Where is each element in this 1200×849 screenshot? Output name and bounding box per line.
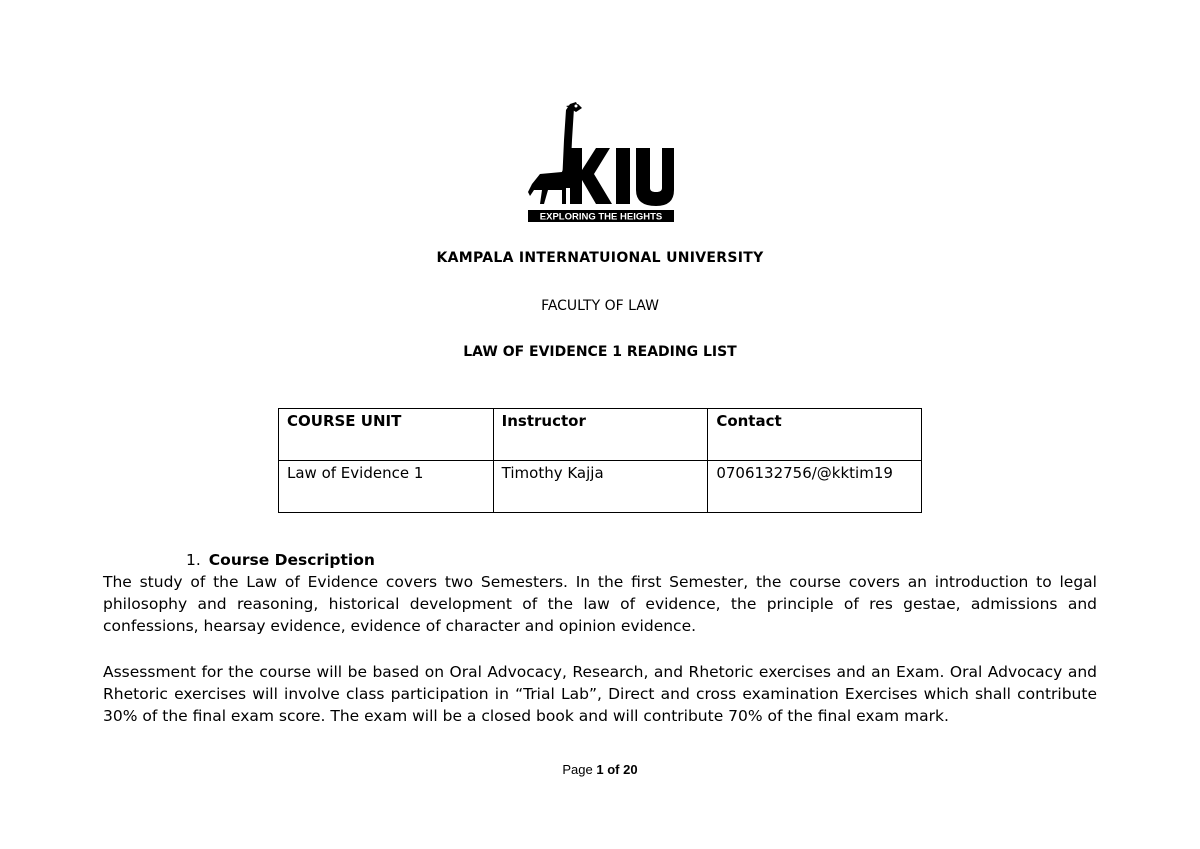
assessment-paragraph: Assessment for the course will be based on Oral Advocacy, Research, and Rhetoric exercises and an Exam. Oral Advocacy and Rhetoric exercises will involve class participation in “Trial Lab”, Direct and cross examination Exercises which shall contribute 30% of the final exam score. The exam will be a closed book and will contribute 70% of the final exam mark.: [103, 663, 1097, 725]
page-footer: [0, 762, 1200, 777]
table-row: [279, 461, 922, 513]
kiu-logo: [526, 100, 676, 224]
course-description-paragraph: The study of the Law of Evidence covers two Semesters. In the first Semester, the course covers an introduction to legal philosophy and reasoning, historical development of the law of evidence, the principle of res gestae, admissions and confessions, hearsay evidence, evidence of character and opinion evidence.: [103, 573, 1097, 635]
logo-tagline: EXPLORING THE HEIGHTS: [539, 211, 663, 223]
header-course-unit: COURSE UNIT: [279, 409, 494, 461]
header-contact: Contact: [708, 409, 922, 461]
giraffe-logo-icon: [526, 100, 676, 224]
table-header-row: [279, 409, 922, 461]
section-title: Course Description: [208, 551, 375, 569]
section-heading: [186, 551, 375, 569]
footer-total-pages: 20: [623, 762, 638, 777]
faculty-name: FACULTY OF LAW: [541, 298, 659, 314]
section-number: 1.: [186, 551, 201, 569]
cell-contact: 0706132756/@kktim19: [708, 461, 922, 513]
university-name: KAMPALA INTERNATUIONAL UNIVERSITY: [436, 250, 764, 266]
course-info-table: [278, 408, 922, 513]
cell-instructor: Timothy Kajja: [493, 461, 708, 513]
cell-course-unit: Law of Evidence 1: [279, 461, 494, 513]
footer-of-word: of: [607, 762, 620, 777]
footer-page-word: Page: [562, 762, 593, 777]
document-title: LAW OF EVIDENCE 1 READING LIST: [463, 344, 737, 360]
footer-current-page: 1: [596, 762, 604, 777]
header-instructor: Instructor: [493, 409, 708, 461]
